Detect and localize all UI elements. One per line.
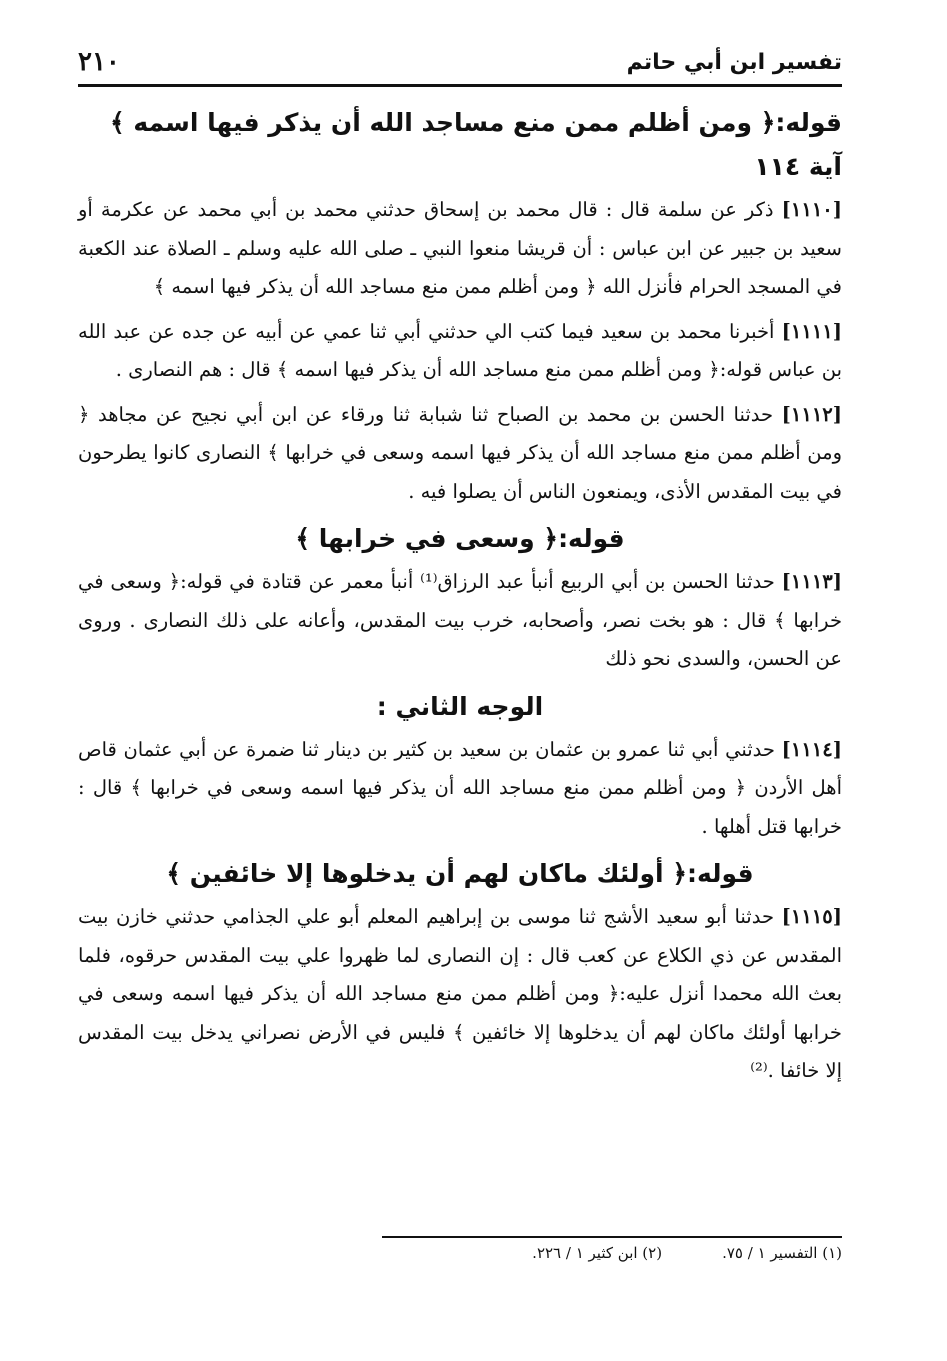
paragraph bbox=[78, 191, 842, 307]
footnotes bbox=[78, 1236, 842, 1268]
paragraph-text: ذكر عن سلمة قال : قال محمد بن إسحاق حدثني محمد بن أبي محمد عن عكرمة أو سعيد بن جبير عن ابن عباس : أن قريشا منعوا النبي ـ صلى الله عليه وسلم ـ الصلاة عند الكعبة في المسجد الحرام فأنزل الله ﴿ ومن أظلم ممن منع مساجد الله أن يذكر فيها اسمه ﴾ bbox=[78, 198, 842, 298]
paragraph-number: [١١١٢] bbox=[781, 402, 843, 426]
paragraph-text: أخبرنا محمد بن سعيد فيما كتب الي حدثني أبي ثنا عمي عن أبيه عن جده عن عبد الله بن عباس قوله:﴿ ومن أظلم ممن منع مساجد الله أن يذكر فيها اسمه ﴾ قال : هم النصارى . bbox=[78, 319, 842, 381]
section-heading: قوله:﴿ أولئك ماكان لهم أن يدخلوها إلا خائفين ﴾ bbox=[166, 859, 754, 888]
paragraph-number: [١١١٥] bbox=[781, 905, 842, 928]
paragraph-text: حدثنا الحسن بن أبي الربيع أنبأ عبد الرزاق⁽¹⁾ أنبأ معمر عن قتادة في قوله:﴿ وسعى في خرابها ﴾ قال : هو بخت نصر، وأصحابه، خرب بيت المقدس، وأعانه على ذلك النصارى . وروى عن الحسن، والسدى نحو ذلك bbox=[78, 570, 842, 670]
page-header bbox=[78, 40, 842, 87]
paragraph-number: [١١١٣] bbox=[781, 570, 843, 593]
paragraph-number: [١١١٠] bbox=[781, 198, 843, 221]
book-title: تفسير ابن أبي حاتم bbox=[626, 49, 842, 75]
paragraph bbox=[78, 563, 842, 679]
paragraph-number: [١١١٤] bbox=[781, 737, 842, 761]
paragraph-text: حدثنا الحسن بن محمد بن الصباح ثنا شبابة ثنا ورقاء عن ابن أبي نجيح عن مجاهد ﴿ ومن أظلم ممن منع مساجد الله أن يذكر فيها اسمه وسعى في خرابها ﴾ النصارى كانوا يطرحون في بيت المقدس الأذى، ويمنعون الناس أن يصلوا فيه . bbox=[78, 402, 842, 503]
book-page bbox=[78, 40, 842, 1097]
page-number: ٢١٠ bbox=[78, 47, 120, 77]
paragraph bbox=[78, 898, 842, 1091]
paragraph-text: حدثنا أبو سعيد الأشج ثنا موسى بن إبراهيم المعلم أبو علي الجذامي حدثني خازن بيت المقدس عن ذي الكلاع عن كعب قال : إن النصارى لما ظهروا علي بيت المقدس حرقوه، فلما بعث الله محمدا أنزل عليه:﴿ ومن أظلم ممن منع مساجد الله أن يذكر فيها اسمه وسعى في خرابها أولئك ماكان لهم أن يدخلوها إلا خائفين ﴾ فليس في الأرض نصراني يدخل بيت المقدس إلا خائفا .⁽²⁾ bbox=[78, 905, 842, 1082]
footnote-2: (٢) ابن كثير ١ / ٢٢٦. bbox=[532, 1244, 663, 1262]
paragraph bbox=[78, 396, 842, 512]
paragraph bbox=[78, 313, 842, 390]
section-heading: قوله:﴿ ومن أظلم ممن منع مساجد الله أن يذكر فيها اسمه ﴾ آية ١١٤ bbox=[109, 108, 842, 181]
footnote-1: (١) التفسير ١ / ٧٥. bbox=[722, 1244, 842, 1262]
paragraph-text: حدثني أبي ثنا عمرو بن عثمان بن سعيد بن كثير بن دينار ثنا ضمرة عن أبي عثمان قاص أهل الأردن ﴿ ومن أظلم ممن منع مساجد الله أن يذكر فيها اسمه وسعى في خرابها ﴾ قال : خرابها قتل أهلها . bbox=[78, 737, 842, 838]
section-heading: الوجه الثاني : bbox=[376, 691, 544, 721]
paragraph-number: [١١١١] bbox=[781, 319, 843, 343]
footnote-row bbox=[78, 1238, 842, 1268]
section-heading: قوله:﴿ وسعى في خرابها ﴾ bbox=[295, 524, 625, 553]
paragraph bbox=[78, 731, 842, 847]
